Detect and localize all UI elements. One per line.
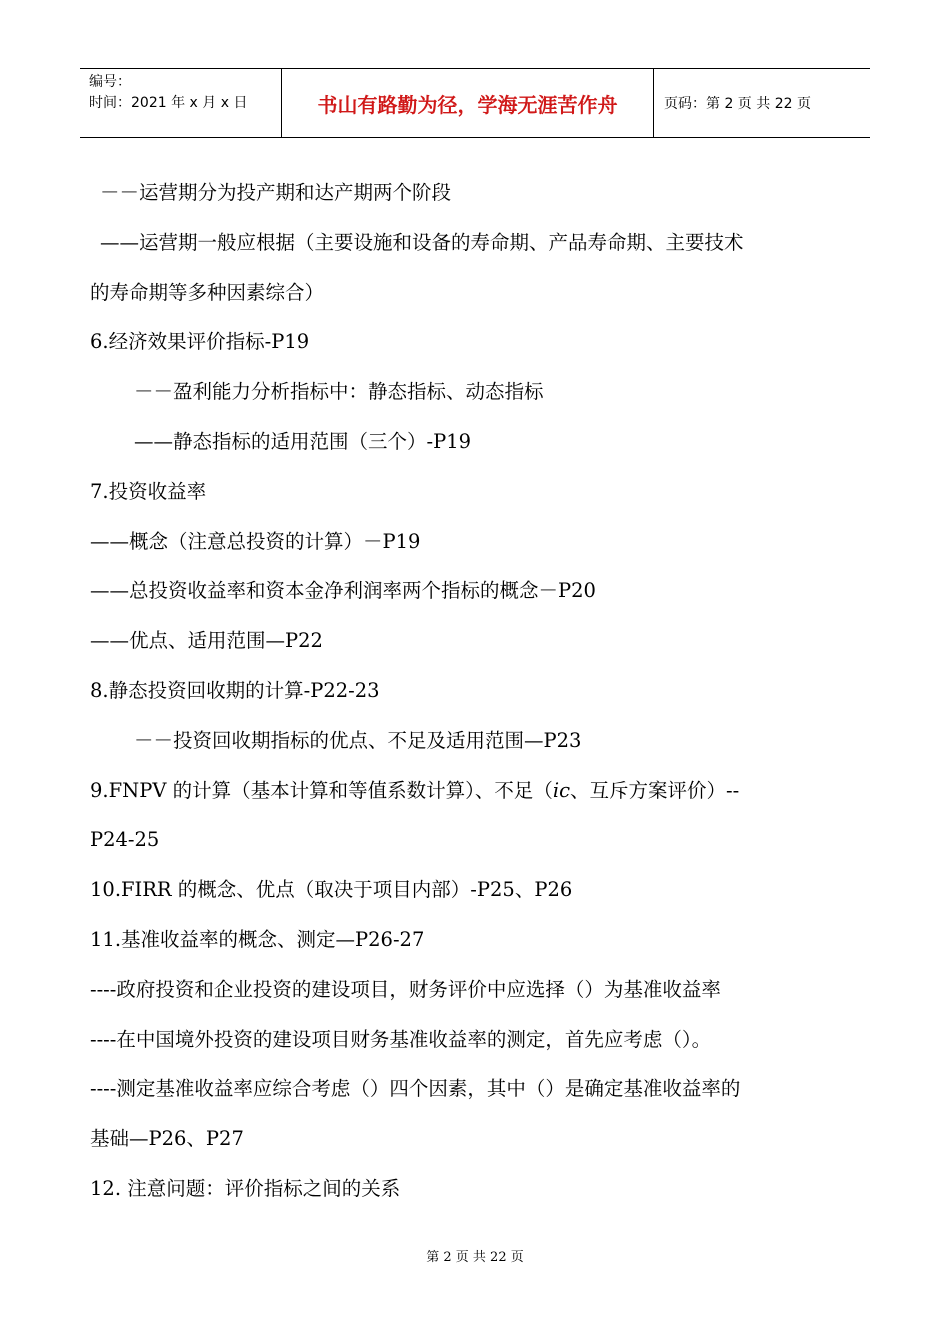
- text-line: 基础—P26、P27: [90, 1127, 244, 1151]
- text-line: －－盈利能力分析指标中：静态指标、动态指标: [134, 380, 544, 404]
- header-motto-cell: [282, 69, 654, 137]
- italic-ic: ic: [552, 778, 571, 802]
- text-line: 7.投资收益率: [90, 479, 207, 503]
- text-segment: 、互斥方案评价）--: [570, 778, 740, 802]
- time-label: 时间：2021 年 x 月 x 日: [89, 95, 248, 111]
- text-line: ----在中国境外投资的建设项目财务基准收益率的测定，首先应考虑（）。: [90, 1027, 712, 1051]
- text-line: P24-25: [90, 828, 160, 852]
- header-page-cell: [654, 69, 870, 137]
- page-footer: 第 2 页 共 22 页: [426, 1250, 524, 1265]
- text-line: ——概念（注意总投资的计算）－P19: [90, 529, 421, 553]
- text-line: ——运营期一般应根据（主要设施和设备的寿命期、产品寿命期、主要技术: [100, 230, 744, 254]
- page-header: [80, 68, 870, 138]
- motto-text: 书山有路勤为径，学海无涯苦作舟: [317, 92, 618, 117]
- text-line-fnpv: [90, 766, 865, 816]
- text-line: ----政府投资和企业投资的建设项目，财务评价中应选择（）为基准收益率: [90, 977, 721, 1001]
- text-line: －－运营期分为投产期和达产期两个阶段: [100, 181, 452, 204]
- text-line: 11.基准收益率的概念、测定—P26-27: [90, 927, 425, 951]
- page-info: 页码：第 2 页 共 22 页: [664, 96, 811, 112]
- text-segment: 9.FNPV 的计算（基本计算和等值系数计算）、不足（: [90, 778, 553, 802]
- text-line: 12. 注意问题：评价指标之间的关系: [90, 1176, 401, 1200]
- number-label: 编号：: [89, 74, 131, 90]
- header-meta-cell: [80, 69, 282, 137]
- document-body: [90, 168, 865, 1214]
- text-line: 8.静态投资回收期的计算-P22-23: [90, 678, 380, 702]
- text-line: －－投资回收期指标的优点、不足及适用范围—P23: [134, 728, 582, 752]
- text-line: 10.FIRR 的概念、优点（取决于项目内部）-P25、P26: [90, 878, 573, 902]
- text-line: ——静态指标的适用范围（三个）-P19: [134, 429, 472, 453]
- text-line: ----测定基准收益率应综合考虑（）四个因素，其中（）是确定基准收益率的: [90, 1077, 741, 1101]
- text-line: 的寿命期等多种因素综合）: [90, 280, 325, 304]
- text-line: 6.经济效果评价指标-P19: [90, 330, 310, 354]
- text-line: ——优点、适用范围—P22: [90, 629, 323, 653]
- text-line: ——总投资收益率和资本金净利润率两个指标的概念－P20: [90, 579, 596, 603]
